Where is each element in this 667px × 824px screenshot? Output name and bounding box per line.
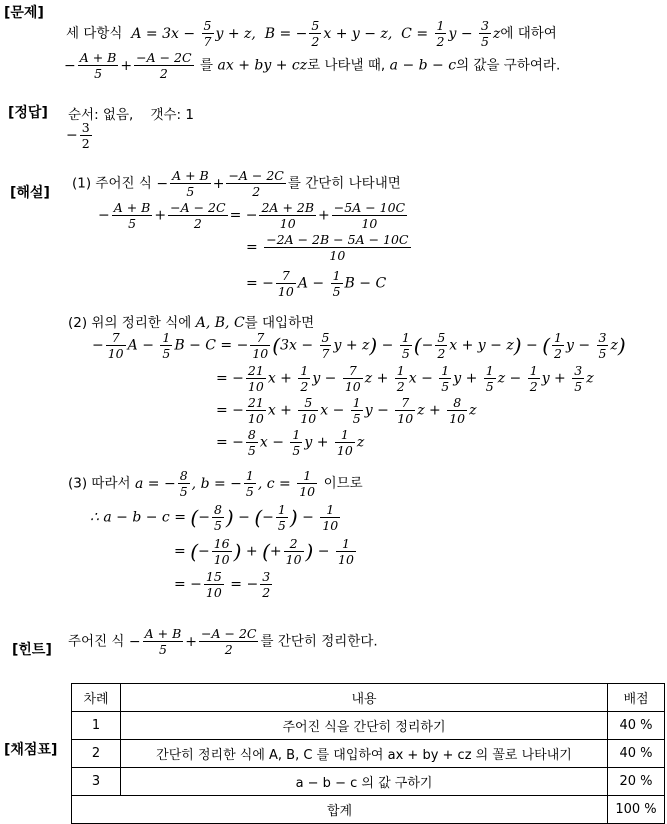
- problem-line2-mid: 를: [200, 57, 214, 74]
- rubric-col-score: 배점: [608, 684, 665, 712]
- step3-eq1: ∴ a − b − c = (− $\frac{8}{5}$ ) − (− $\frac{1}{5}$ ) − $\frac{1}{10}$: [90, 502, 339, 533]
- problem-header: [문제]: [4, 5, 44, 21]
- rubric-row-score: 40 %: [608, 740, 665, 768]
- rubric-row-content: 주어진 식을 간단히 정리하기: [121, 712, 608, 740]
- step1-label: (1) 주어진 식: [72, 175, 152, 192]
- step1-eq2: = $\frac{-2A - 2B - 5A - 10C}{10}$: [246, 232, 409, 263]
- math-a-def: A = 3x − $\frac{5}{7}$ y + z, B = − $\frac{5}{2}$ x + y − z, C = $\frac{1}{2}$ y − $\frac{3}{5}$ z: [126, 18, 501, 49]
- step2-vars: A, B, C: [195, 315, 245, 331]
- step3-eq2: = (− $\frac{16}{10}$ ) + (+ $\frac{2}{10}$ ) − $\frac{1}{10}$: [174, 536, 354, 567]
- table-row: [72, 768, 665, 796]
- step1-eq1: − $\frac{A + B}{5}$ + $\frac{-A - 2C}{2}$ = − $\frac{2A + 2B}{10}$ + $\frac{-5A - 10C}{10}$: [98, 200, 406, 231]
- step2-intro: [68, 311, 314, 331]
- hint-header: [힌트]: [12, 642, 52, 658]
- problem-line1-prefix: 세 다항식: [66, 25, 123, 42]
- step2-eq2: = − $\frac{21}{10}$ x + $\frac{1}{2}$ y − $\frac{7}{10}$ z + $\frac{1}{2}$ x − $\frac{1}{5}$ y + $\frac{1}{5}$ z − $\frac{1}{2}$ y + $\frac{3}{5}$ z: [216, 363, 594, 394]
- rubric-col-no: 차례: [72, 684, 121, 712]
- problem-line2-suffix: 로 나타낼 때,: [307, 57, 386, 74]
- rubric-col-content: 내용: [121, 684, 608, 712]
- rubric-row-no: 3: [72, 768, 121, 796]
- step2-label: (2) 위의 정리한 식에: [68, 315, 192, 331]
- rubric-row-score: 20 %: [608, 768, 665, 796]
- step2-suffix: 를 대입하면: [244, 315, 315, 331]
- step1-intro: (1) 주어진 식 − $\frac{A + B}{5}$ + $\frac{-A - 2C}{2}$ 를 간단히 나타내면: [72, 168, 401, 199]
- rubric-header-row: [72, 684, 665, 712]
- problem-line1-suffix: 에 대하여: [500, 25, 557, 42]
- answer-value: − $\frac{3}{2}$: [66, 120, 90, 151]
- rubric-table: [71, 683, 665, 824]
- hint-text: 주어진 식 − $\frac{A + B}{5}$ + $\frac{-A - 2C}{2}$ 를 간단히 정리한다.: [68, 626, 378, 657]
- table-row: [72, 740, 665, 768]
- step1-eq3: = − $\frac{7}{10}$ A − $\frac{1}{5}$ B − C: [246, 268, 387, 299]
- problem-line-2: [64, 50, 560, 81]
- step2-eq1: − $\frac{7}{10}$ A − $\frac{1}{5}$ B − C = − $\frac{7}{10}$ (3x − $\frac{5}{7}$ y + z) − $\frac{1}{5}$ (− $\frac{5}{2}$ x + y − z) − ( $\frac{1}{2}$ y − $\frac{3}{5}$ z): [92, 330, 626, 361]
- answer-count: 갯수: 1: [150, 107, 194, 123]
- problem-line2-end: 의 값을 구하여라.: [456, 57, 561, 74]
- answer-num: 3: [81, 120, 90, 135]
- rubric-row-no: 2: [72, 740, 121, 768]
- rubric-row-score: 40 %: [608, 712, 665, 740]
- rubric-row-no: 1: [72, 712, 121, 740]
- table-row: [72, 712, 665, 740]
- step3-suffix: 이므로: [323, 475, 363, 492]
- rubric-header: [채점표]: [4, 742, 58, 758]
- rubric-row-content: 간단히 정리한 식에 A, B, C 를 대입하여 ax + by + cz 의 꼴로 나타내기: [121, 740, 608, 768]
- step3-eq3: = − $\frac{15}{10}$ = − $\frac{3}{2}$: [174, 569, 271, 600]
- answer-order: 순서: 없음,: [68, 107, 134, 123]
- rubric-row-content: a − b − c 의 값 구하기: [121, 768, 608, 796]
- problem-line2-expr: ax + by + cz: [217, 57, 308, 74]
- rubric-total-score: 100 %: [608, 796, 665, 824]
- rubric-total-row: [72, 796, 665, 824]
- step3-intro: (3) 따라서 a = − $\frac{8}{5}$ , b = − $\frac{1}{5}$ , c = $\frac{1}{10}$ 이므로: [68, 468, 363, 499]
- problem-line2-target: a − b − c: [389, 57, 457, 74]
- solution-header: [해설]: [10, 185, 50, 201]
- rubric-total-label: 합계: [72, 796, 608, 824]
- step2-eq3: = − $\frac{21}{10}$ x + $\frac{5}{10}$ x − $\frac{1}{5}$ y − $\frac{7}{10}$ z + $\frac{8}{10}$ z: [216, 395, 477, 426]
- step3-label: (3) 따라서: [68, 475, 131, 492]
- math-problem-expr: − $\frac{A + B}{5}$ + $\frac{-A - 2C}{2}$: [64, 50, 192, 81]
- hint-prefix: 주어진 식: [68, 633, 125, 650]
- answer-header: [정답]: [8, 105, 48, 121]
- problem-line-1: [66, 18, 557, 49]
- hint-suffix: 를 간단히 정리한다.: [260, 633, 378, 650]
- step1-suffix: 를 간단히 나타내면: [287, 175, 401, 192]
- step2-eq4: = − $\frac{8}{5}$ x − $\frac{1}{5}$ y + $\frac{1}{10}$ z: [216, 427, 365, 458]
- answer-den: 2: [81, 136, 90, 151]
